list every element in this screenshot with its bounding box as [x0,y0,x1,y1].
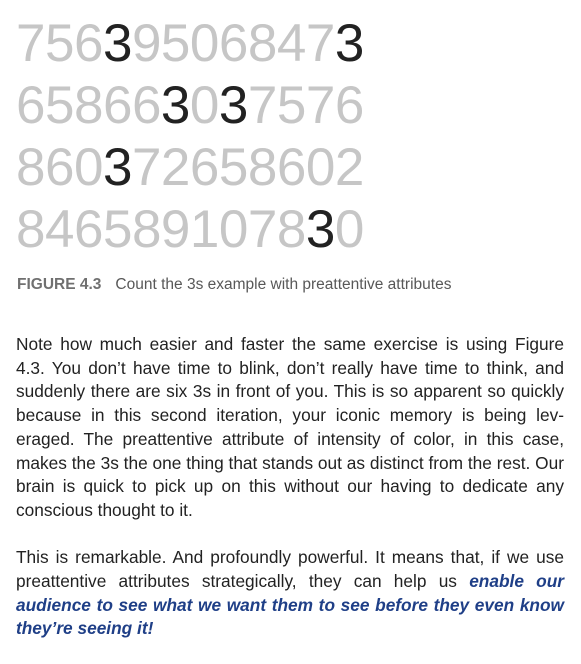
digit: 9 [131,14,161,73]
digit: 8 [131,200,161,259]
paragraph-2-emphasis: enable our audience to see what we want them to see before they even know they’re seeing it! [16,570,564,639]
digit: 0 [73,138,103,197]
digit: 6 [131,76,161,135]
body-text [16,333,564,664]
paragraph-1: Note how much easier and faster the same exercise is using Figure 4.3. You don’t have time to blink, don’t really have time to think, and suddenly there are six 3s in front of you. This is so apparent so quickly because in this second iteration, your iconic memory is being lev-eraged. The preattentive attribute of intensity of color, in this case, makes the 3s the one thing that stands out as distinct from the rest. Our brain is quick to pick up on this without our having to dedicate any conscious thought to it. [16,334,564,520]
digit: 8 [16,200,45,259]
digit: 6 [73,14,103,73]
highlighted-digit: 3 [160,76,190,135]
digit: 6 [334,76,364,135]
digit: 7 [131,138,161,197]
digit-grid-figure [16,13,576,261]
digit: 9 [160,200,190,259]
figure-caption-text: Count the 3s example with preattentive attributes [115,276,452,293]
digit: 7 [247,76,277,135]
digit: 0 [305,138,335,197]
highlighted-digit: 3 [102,14,132,73]
digit: 2 [160,138,190,197]
digit: 8 [247,138,277,197]
paragraph-2-plain: This is remarkable. And profoundly powerful. It means that, if we use preattentive attributes strategically, they can help us [16,547,564,591]
digit: 6 [189,138,219,197]
digit: 5 [160,14,190,73]
digit: 2 [334,138,364,197]
digit: 7 [305,14,335,73]
digit: 8 [16,138,45,197]
digit-row [16,75,576,137]
digit: 6 [16,76,45,135]
digit: 6 [276,138,306,197]
figure-label: FIGURE 4.3 [17,276,102,293]
digit: 5 [218,138,248,197]
digit: 6 [73,200,103,259]
highlighted-digit: 3 [334,14,364,73]
digit: 0 [189,76,219,135]
highlighted-digit: 3 [102,138,132,197]
digit: 7 [16,14,45,73]
digit: 6 [218,14,248,73]
digit: 6 [102,76,132,135]
digit: 5 [44,14,74,73]
digit: 0 [334,200,364,259]
digit-row [16,137,576,199]
digit: 5 [44,76,74,135]
digit: 8 [276,200,306,259]
digit: 5 [276,76,306,135]
digit-row [16,199,576,261]
paragraph-2 [16,546,564,641]
highlighted-digit: 3 [305,200,335,259]
digit: 8 [73,76,103,135]
digit: 7 [305,76,335,135]
digit: 0 [218,200,248,259]
digit: 4 [44,200,74,259]
highlighted-digit: 3 [218,76,248,135]
digit: 8 [247,14,277,73]
digit: 1 [189,200,219,259]
digit: 6 [44,138,74,197]
digit: 5 [102,200,132,259]
digit: 7 [247,200,277,259]
digit: 4 [276,14,306,73]
digit: 0 [189,14,219,73]
figure-caption [17,276,451,294]
digit-row [16,13,576,75]
